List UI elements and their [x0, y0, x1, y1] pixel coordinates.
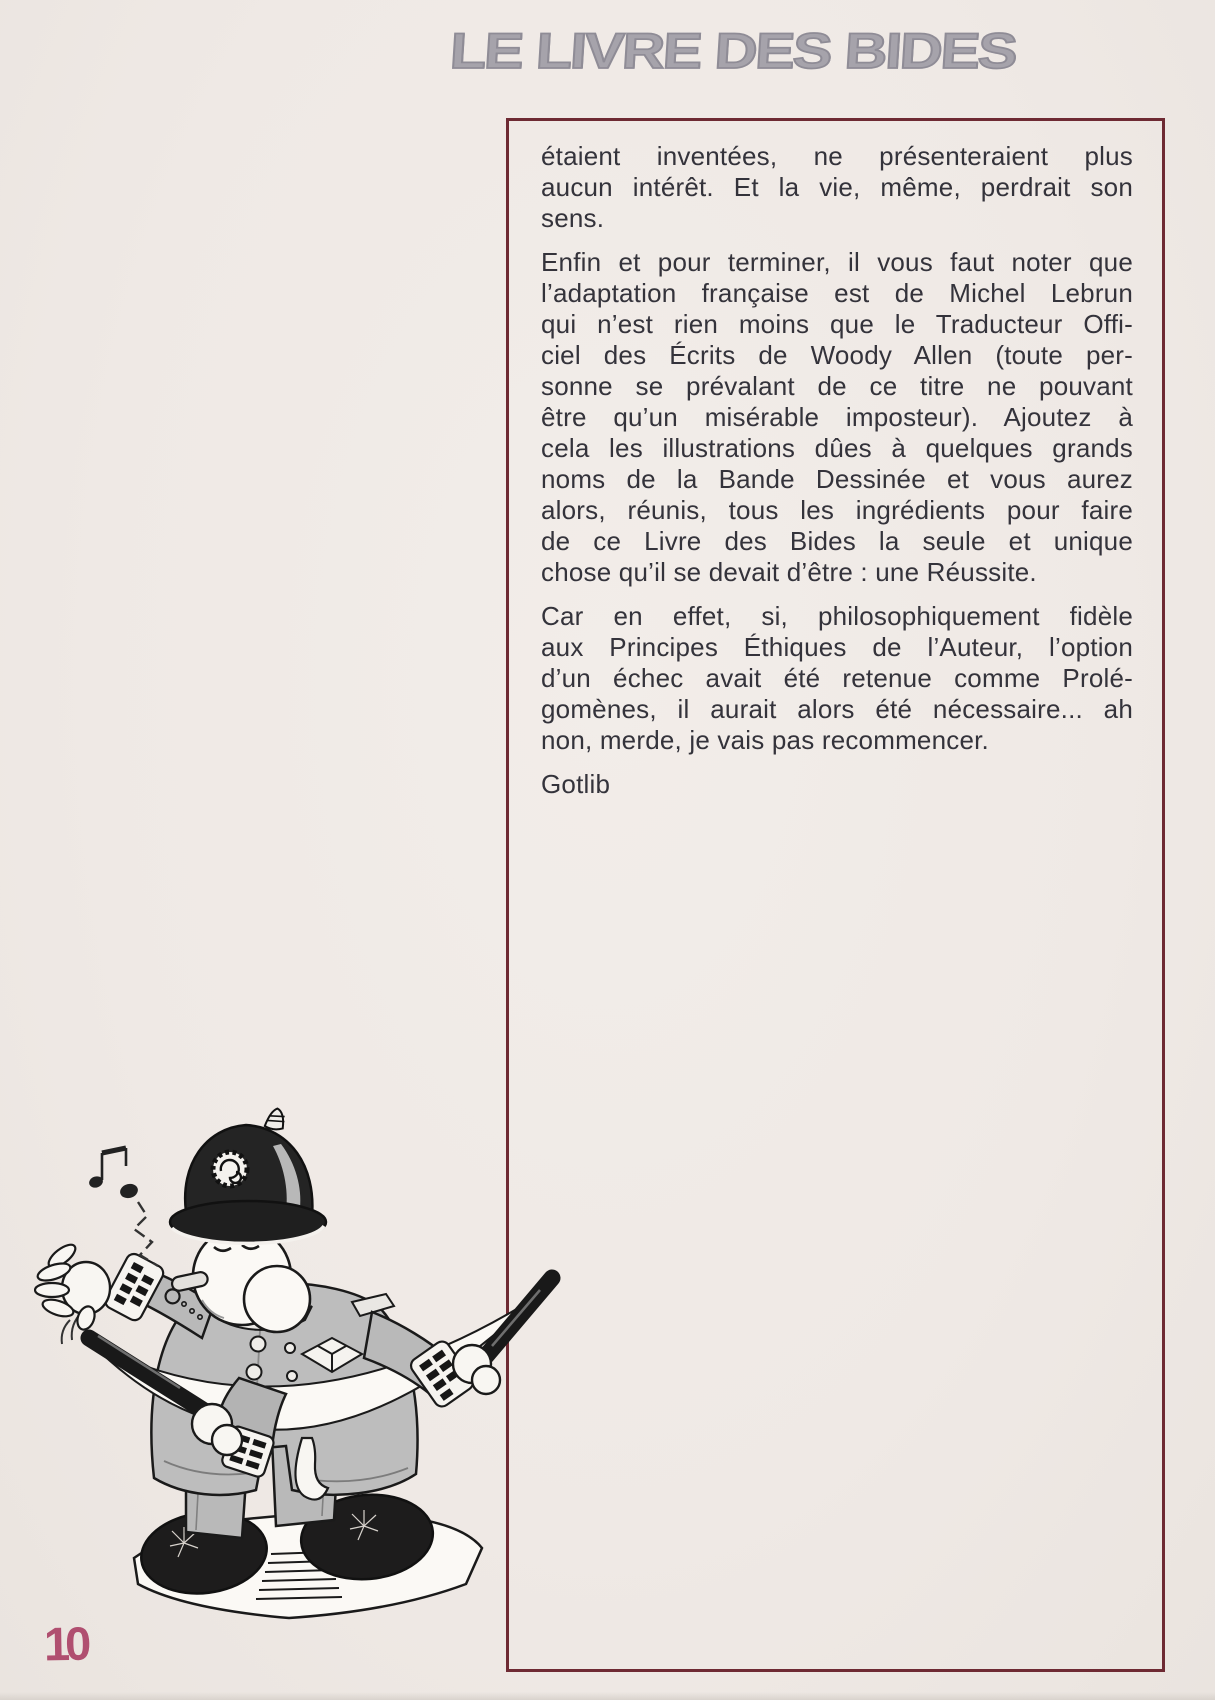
- text-line: alors, réunis, tous les ingrédients pour faire: [541, 495, 1133, 525]
- text-line: aucun intérêt. Et la vie, même, perdrait son: [541, 172, 1133, 202]
- text-border-box: [506, 118, 1165, 1672]
- text-line: d’un échec avait été retenue comme Prolé-: [541, 663, 1133, 693]
- page-title: LE LIVRE DES BIDES: [448, 22, 1018, 80]
- paragraph: [541, 769, 1133, 800]
- helmet-spike: [265, 1107, 288, 1132]
- page-number: 10: [43, 1616, 87, 1671]
- text-line: Enfin et pour terminer, il vous faut noter que: [541, 247, 1133, 277]
- text-line: Car en effet, si, philosophiquement fidèle: [541, 601, 1133, 631]
- text-line: gomènes, il aurait alors été nécessaire... ah: [541, 694, 1133, 724]
- text-line: cela les illustrations dûes à quelques grands: [541, 433, 1133, 463]
- text-line: étaient inventées, ne présenteraient plus: [541, 141, 1133, 171]
- bobby-helmet: [170, 1107, 326, 1244]
- helmet-badge: [213, 1152, 247, 1186]
- text-line: ciel des Écrits de Woody Allen (toute per-: [541, 340, 1133, 370]
- text-line: chose qu’il se devait d’être : une Réussite.: [541, 557, 1037, 587]
- policeman-illustration: [34, 1106, 564, 1631]
- text-line: l’adaptation française est de Michel Lebrun: [541, 278, 1133, 308]
- text-line: non, merde, je vais pas recommencer.: [541, 725, 989, 755]
- paragraph: [541, 601, 1133, 756]
- article-text: [541, 141, 1133, 813]
- text-line: Gotlib: [541, 769, 611, 799]
- text-line: de ce Livre des Bides la seule et unique: [541, 526, 1133, 556]
- text-line: noms de la Bande Dessinée et vous aurez: [541, 464, 1133, 494]
- text-line: être qu’un misérable imposteur). Ajoutez à: [541, 402, 1133, 432]
- text-line: qui n’est rien moins que le Traducteur Offi-: [541, 309, 1133, 339]
- text-line: sens.: [541, 203, 605, 233]
- paragraph: [541, 141, 1133, 234]
- music-notes: [88, 1148, 158, 1266]
- text-line: aux Principes Éthiques de l’Auteur, l’option: [541, 632, 1133, 662]
- paragraph: [541, 247, 1133, 588]
- text-line: sonne se prévalant de ce titre ne pouvant: [541, 371, 1133, 401]
